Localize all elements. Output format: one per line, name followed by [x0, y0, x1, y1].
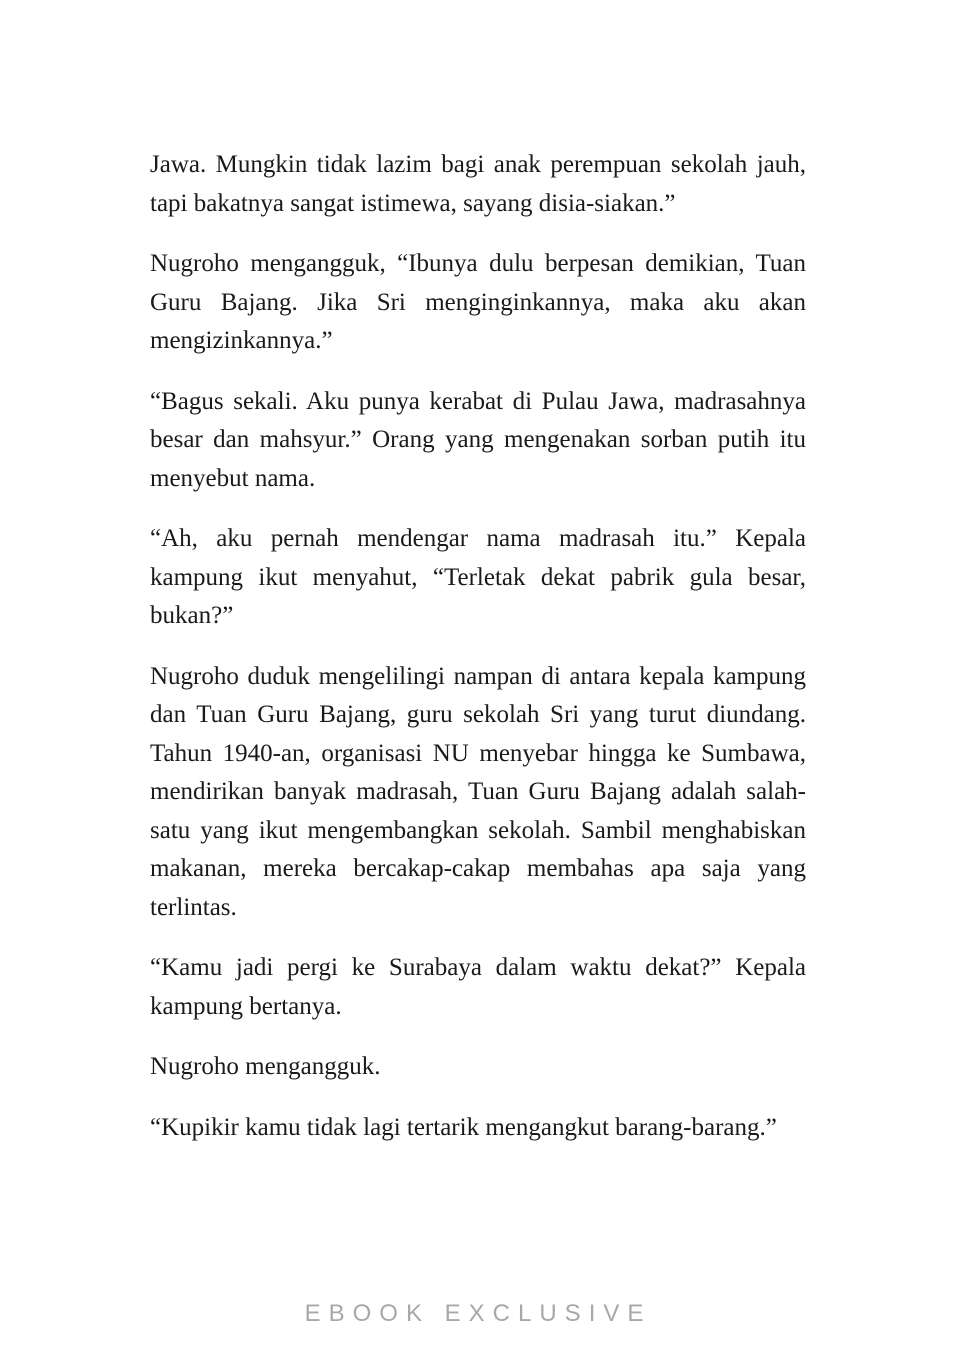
paragraph: “Bagus sekali. Aku punya kerabat di Pulau Jawa, madrasahnya besar dan mahsyur.” Orang yang mengenakan sorban putih itu menyebut nama.	[150, 387, 806, 492]
footer-watermark: EBOOK EXCLUSIVE	[304, 1300, 652, 1327]
paragraph: Nugroho mengangguk, “Ibunya dulu berpesan demikian, Tuan Guru Bajang. Jika Sri menginginkannya, maka aku akan mengizinkannya.”	[150, 250, 806, 354]
page-body	[150, 146, 806, 1169]
paragraph: “Kamu jadi pergi ke Surabaya dalam waktu dekat?” Kepala kampung bertanya.	[150, 954, 806, 1020]
paragraph: “Kupikir kamu tidak lagi tertarik mengangkut barang-barang.”	[150, 1113, 777, 1141]
paragraph: Jawa. Mungkin tidak lazim bagi anak perempuan sekolah jauh, tapi bakatnya sangat istimewa, sayang disia-siakan.”	[150, 151, 806, 217]
paragraph: Nugroho duduk mengelilingi nampan di antara kepala kampung dan Tuan Guru Bajang, guru sekolah Sri yang turut diundang. Tahun 1940-an, organisasi NU menyebar hingga ke Sumbawa, mendirikan banyak madrasah, Tuan Guru Bajang adalah salah-satu yang ikut mengembangkan sekolah. Sambil menghabiskan makanan, mereka bercakap-cakap membahas apa saja yang terlintas.	[150, 662, 806, 921]
paragraph: “Ah, aku pernah mendengar nama madrasah itu.” Kepala kampung ikut menyahut, “Terletak dekat pabrik gula besar, bukan?”	[150, 525, 806, 629]
paragraph: Nugroho mengangguk.	[150, 1053, 381, 1080]
